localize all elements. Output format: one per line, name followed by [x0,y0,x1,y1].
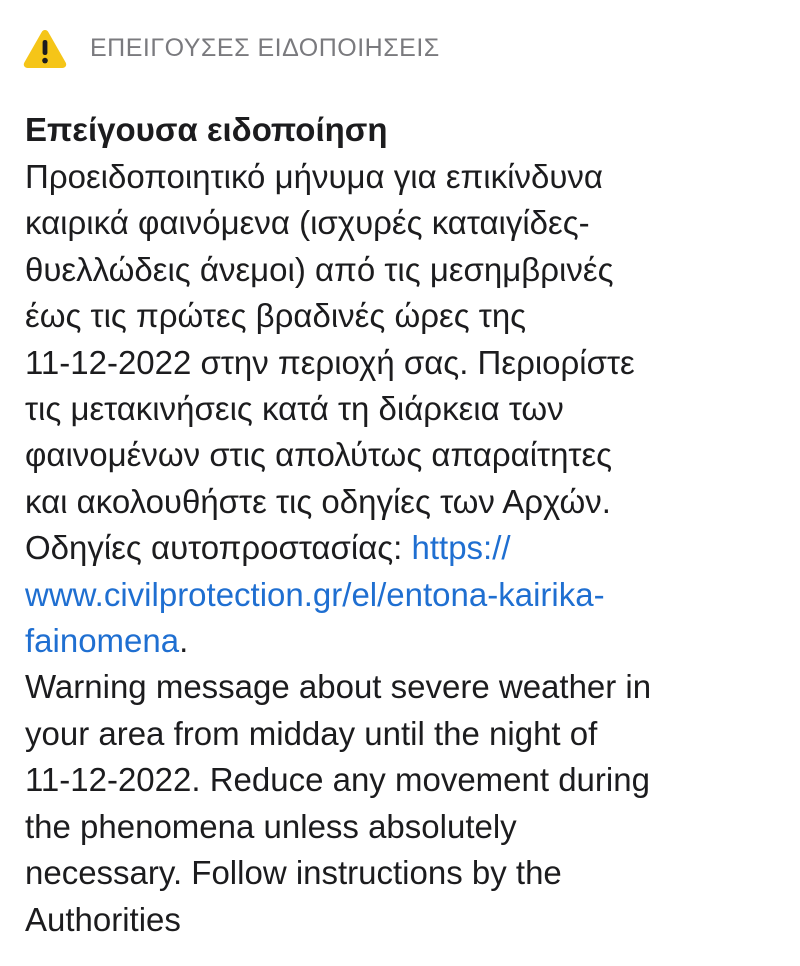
alert-text [25,154,790,943]
greek-line: 11-12-2022 στην περιοχή σας. Περιορίστε [25,343,635,381]
instructions-prefix: Οδηγίες αυτοπροστασίας: [25,529,412,567]
greek-line: θυελλώδεις άνεμοι) από τις μεσημβρινές [25,250,614,288]
warning-icon [22,27,68,69]
english-line: necessary. Follow instructions by the [25,854,562,892]
link-line [25,618,790,664]
civil-protection-link[interactable]: https:// [411,529,511,567]
english-line: Authorities [25,900,181,938]
alert-category-label: ΕΠΕΙΓΟΥΣΕΣ ΕΙΔΟΠΟΙΗΣΕΙΣ [90,33,440,62]
civil-protection-link[interactable]: fainomena [25,622,180,660]
greek-line: καιρικά φαινόμενα (ισχυρές καταιγίδες- [25,204,590,242]
greek-line: έως τις πρώτες βραδινές ώρες της [25,297,527,335]
greek-line: τις μετακινήσεις κατά τη διάρκεια των [25,390,564,428]
greek-line: Προειδοποιητικό μήνυμα για επικίνδυνα [25,158,603,195]
greek-line: φαινομένων στις απολύτως απαραίτητες [25,436,613,474]
alert-title: Επείγουσα ειδοποίηση [25,111,388,148]
link-suffix: . [179,622,189,660]
instructions-line [25,525,790,571]
link-line [25,572,790,618]
english-line: 11-12-2022. Reduce any movement during [25,761,650,799]
greek-line: και ακολουθήστε τις οδηγίες των Αρχών. [25,482,611,520]
english-line: the phenomena unless absolutely [25,807,517,845]
english-line: Warning message about severe weather in [25,668,652,706]
alert-header [22,26,440,70]
civil-protection-link[interactable]: www.civilprotection.gr/el/entona-kairika- [25,575,605,613]
english-line: your area from midday until the night of [25,714,598,752]
alert-message [25,106,790,943]
